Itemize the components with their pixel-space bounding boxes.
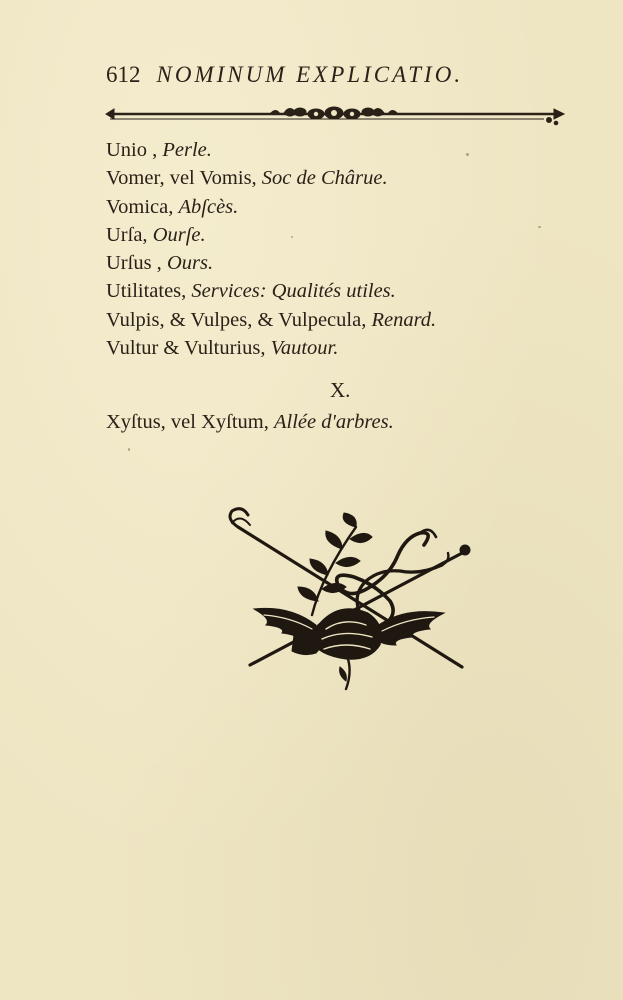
floral-ornament-rule-icon [104,100,566,128]
caduceus-vignette-icon [220,505,475,695]
latin-term: Vulpis, & Vulpes, & Vulpecula, [106,308,372,331]
glossary-entries [106,136,546,362]
latin-term: Vultur & Vulturius, [106,337,271,360]
entry-unio [106,136,546,164]
latin-term: Urſus , [106,252,167,275]
latin-term: Unio , [106,139,163,161]
latin-term: Vomer, vel Vomis, [106,167,262,190]
french-gloss: Ourſe. [152,223,206,246]
entry-vomica [106,193,546,221]
entry-ursus [106,249,546,277]
latin-term: Utilitates, [106,280,192,303]
latin-term: Xyſtus, vel Xyſtum, [106,411,274,433]
french-gloss: Perle. [162,139,212,161]
entry-vultur [106,334,546,362]
running-title: NOMINUM EXPLICATIO. [156,62,464,87]
paper-speck [128,448,130,451]
latin-term: Vomica, [106,195,179,218]
french-gloss: Ours. [166,252,214,275]
entry-xystus [106,408,394,436]
french-gloss: Allée d'arbres. [273,411,394,433]
french-gloss: Services: Qualités utiles. [191,280,396,303]
french-gloss: Renard. [371,308,437,331]
entry-ursa [106,221,546,249]
paper-speck [538,226,541,228]
page-number: 612 [106,62,141,87]
section-heading-x: X. [330,378,351,402]
paper-speck [291,236,293,238]
entry-vomer [106,164,546,192]
french-gloss: Abſcès. [178,195,239,218]
latin-term: Urſa, [106,223,153,246]
paper-speck [466,153,469,156]
page-header [106,62,546,92]
entry-utilitates [106,277,546,305]
french-gloss: Vautour. [270,337,339,360]
french-gloss: Soc de Chârue. [261,167,388,190]
entry-vulpis [106,306,546,334]
